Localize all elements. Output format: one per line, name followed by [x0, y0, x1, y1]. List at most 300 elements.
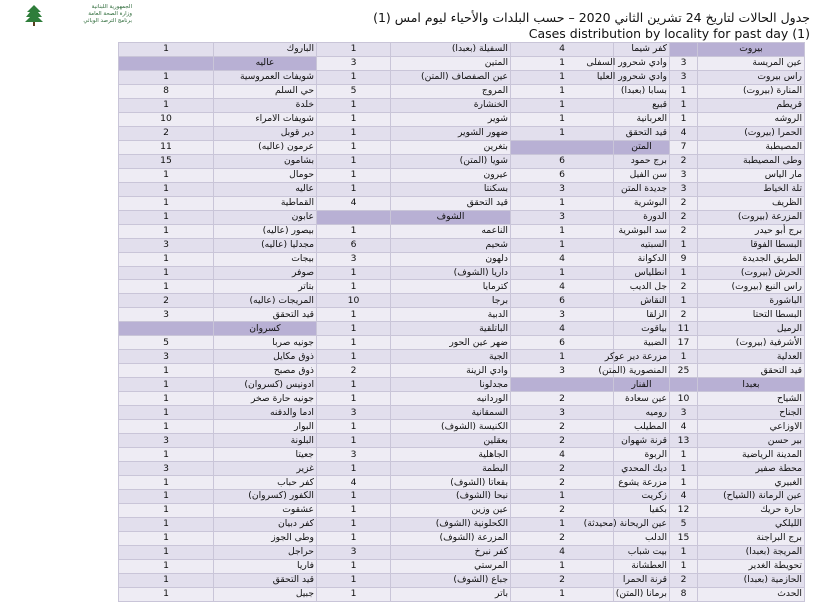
table-cell-count: 1	[119, 392, 214, 406]
table-cell-locality: برج البراجنة	[698, 531, 805, 545]
table-cell-count: 1	[317, 308, 391, 322]
table-cell-locality: عابون	[214, 210, 317, 224]
table-cell-locality: المزرعة (بيروت)	[698, 210, 805, 224]
table-cell-count	[670, 43, 698, 57]
table-cell-count: 4	[511, 322, 614, 336]
table-cell-locality: قبيع	[614, 98, 670, 112]
table-cell-count: 2	[670, 154, 698, 168]
table-cell-count	[511, 378, 614, 392]
table-cell-locality: بقعاتا (الشوف)	[391, 476, 511, 490]
table-cell-count: 1	[670, 476, 698, 490]
table-cell-count: 1	[511, 490, 614, 504]
table-cell-count: 11	[670, 322, 698, 336]
table-cell-locality: الدلب	[614, 531, 670, 545]
table-cell-locality: جونيه صربا	[214, 336, 317, 350]
table-cell-count: 1	[511, 350, 614, 364]
table-cell-count: 3	[670, 406, 698, 420]
table-cell-locality: وطى المصيطبة	[698, 154, 805, 168]
table-row	[119, 587, 805, 601]
table-cell-locality: العطشانة	[614, 559, 670, 573]
table-cell-locality: عين وزين	[391, 503, 511, 517]
table-cell-locality: مزرعة يشوع	[614, 476, 670, 490]
table-cell-count: 2	[670, 196, 698, 210]
table-cell-locality: الخنشارة	[391, 98, 511, 112]
table-cell-count: 2	[670, 280, 698, 294]
table-cell-count: 1	[317, 98, 391, 112]
table-row	[119, 476, 805, 490]
table-cell-count: 10	[317, 294, 391, 308]
table-cell-count: 13	[670, 434, 698, 448]
table-cell-locality: قرنة الحمرا	[614, 573, 670, 587]
table-cell-count: 1	[119, 252, 214, 266]
table-cell-locality: عين سعادة	[614, 392, 670, 406]
table-cell-count: 1	[119, 406, 214, 420]
table-cell-locality: البسطا الفوقا	[698, 238, 805, 252]
table-row	[119, 182, 805, 196]
table-cell-locality: ضهور الشوير	[391, 126, 511, 140]
table-cell-count: 2	[511, 420, 614, 434]
table-cell-locality: حراجل	[214, 545, 317, 559]
table-cell-count: 1	[119, 364, 214, 378]
table-cell-locality: روميه	[614, 406, 670, 420]
table-cell-count: 1	[119, 503, 214, 517]
table-cell-count: 3	[670, 182, 698, 196]
table-cell-count: 1	[119, 98, 214, 112]
table-row	[119, 517, 805, 531]
table-row	[119, 280, 805, 294]
table-cell-locality: الحدث	[698, 587, 805, 601]
table-cell-locality: الحرش (بيروت)	[698, 266, 805, 280]
table-cell-count: 1	[670, 112, 698, 126]
table-cell-count: 1	[670, 448, 698, 462]
table-cell-count: 3	[511, 210, 614, 224]
table-cell-count: 4	[511, 545, 614, 559]
table-cell-locality: شويفات الامراء	[214, 112, 317, 126]
table-cell-count: 1	[119, 43, 214, 57]
table-cell-count: 1	[119, 531, 214, 545]
table-cell-count: 2	[511, 462, 614, 476]
table-cell-locality: الروشه	[698, 112, 805, 126]
table-cell-locality: جعيتا	[214, 448, 317, 462]
table-cell-locality: قيد التحقق	[391, 196, 511, 210]
table-cell-locality: المريجات (عاليه)	[214, 294, 317, 308]
table-cell-locality: وطى الجوز	[214, 531, 317, 545]
table-cell-count: 2	[317, 364, 391, 378]
table-cell-locality: الشياح	[698, 392, 805, 406]
table-cell-locality: عين الصفصاف (المتن)	[391, 70, 511, 84]
table-cell-locality: المنصورية (المتن)	[614, 364, 670, 378]
table-cell-locality: المروج	[391, 84, 511, 98]
table-cell-locality: بكفيا	[614, 503, 670, 517]
table-cell-locality: عاليه	[214, 182, 317, 196]
table-cell-locality: القماطية	[214, 196, 317, 210]
table-cell-locality: بيجات	[214, 252, 317, 266]
table-cell-count: 1	[119, 266, 214, 280]
table-row	[119, 84, 805, 98]
table-cell-count: 3	[670, 56, 698, 70]
table-cell-locality: كفر حباب	[214, 476, 317, 490]
table-cell-locality: راس النبع (بيروت)	[698, 280, 805, 294]
table-cell-count: 1	[511, 266, 614, 280]
table-cell-count: 1	[317, 531, 391, 545]
table-cell-locality: مجدلونا	[391, 378, 511, 392]
table-cell-locality: وادي الزينة	[391, 364, 511, 378]
table-cell-count: 1	[511, 84, 614, 98]
table-cell-count: 10	[119, 112, 214, 126]
table-cell-count: 4	[317, 476, 391, 490]
table-cell-locality: بسابا (بعبدا)	[614, 84, 670, 98]
table-cell-count: 3	[511, 406, 614, 420]
table-cell-count: 1	[119, 448, 214, 462]
table-cell-count: 1	[670, 350, 698, 364]
table-cell-locality: الرميل	[698, 322, 805, 336]
table-cell-count: 2	[511, 392, 614, 406]
table-cell-locality: السبتيه	[614, 238, 670, 252]
table-cell-locality: عين الريحانة (محيدثة)	[614, 517, 670, 531]
table-cell-locality: السمقانية	[391, 406, 511, 420]
table-cell-locality: الكنيسة (الشوف)	[391, 420, 511, 434]
region-header: بعبدا	[698, 378, 805, 392]
table-row	[119, 545, 805, 559]
table-cell-count: 2	[119, 126, 214, 140]
table-row	[119, 224, 805, 238]
region-header: المتن	[614, 140, 670, 154]
table-cell-count: 1	[119, 420, 214, 434]
table-row	[119, 210, 805, 224]
table-row	[119, 336, 805, 350]
table-cell-locality: دير قوبل	[214, 126, 317, 140]
table-cell-locality: الغبيري	[698, 476, 805, 490]
table-cell-locality: عشقوت	[214, 503, 317, 517]
table-cell-locality: مجدليا (عاليه)	[214, 238, 317, 252]
table-cell-count: 1	[119, 210, 214, 224]
table-cell-locality: الليلكي	[698, 517, 805, 531]
table-cell-count: 12	[670, 503, 698, 517]
table-cell-locality: جل الديب	[614, 280, 670, 294]
table-cell-locality: المرستي	[391, 559, 511, 573]
table-cell-locality: الزلقا	[614, 308, 670, 322]
table-cell-count: 1	[317, 224, 391, 238]
table-cell-count: 1	[119, 517, 214, 531]
table-cell-count: 2	[511, 531, 614, 545]
table-cell-count: 3	[511, 308, 614, 322]
table-cell-count: 2	[511, 434, 614, 448]
table-cell-count: 1	[317, 126, 391, 140]
table-cell-count: 3	[119, 308, 214, 322]
table-cell-count: 1	[317, 559, 391, 573]
table-row	[119, 126, 805, 140]
table-row	[119, 70, 805, 84]
table-row	[119, 364, 805, 378]
table-cell-locality: ادما والدفنه	[214, 406, 317, 420]
table-cell-count	[119, 56, 214, 70]
table-cell-count: 1	[119, 168, 214, 182]
ministry-logo	[24, 2, 134, 32]
table-cell-locality: المنارة (بيروت)	[698, 84, 805, 98]
table-cell-locality: عين المريسة	[698, 56, 805, 70]
table-cell-locality: الباشورة	[698, 294, 805, 308]
table-cell-locality: البوار	[214, 420, 317, 434]
table-cell-count: 3	[317, 545, 391, 559]
table-cell-locality: كترمايا	[391, 280, 511, 294]
table-cell-locality: الاوزاعي	[698, 420, 805, 434]
table-cell-count: 1	[317, 378, 391, 392]
table-cell-locality: المصيطبة	[698, 140, 805, 154]
table-cell-locality: المدينة الرياضية	[698, 448, 805, 462]
table-row	[119, 420, 805, 434]
table-cell-count: 1	[511, 517, 614, 531]
table-cell-count: 1	[511, 70, 614, 84]
region-header: الشوف	[391, 210, 511, 224]
table-cell-count: 1	[317, 43, 391, 57]
table-cell-count: 1	[119, 182, 214, 196]
table-cell-locality: بتاتر	[214, 280, 317, 294]
table-cell-count: 15	[670, 531, 698, 545]
table-cell-count: 6	[511, 294, 614, 308]
table-cell-locality: حومال	[214, 168, 317, 182]
title-english: Cases distribution by locality for past day (1)	[528, 26, 810, 41]
table-cell-count: 1	[511, 559, 614, 573]
table-cell-locality: صوفر	[214, 266, 317, 280]
table-cell-count: 8	[670, 587, 698, 601]
table-cell-count: 1	[670, 559, 698, 573]
table-cell-count: 1	[317, 266, 391, 280]
table-cell-locality: كفر نبرخ	[391, 545, 511, 559]
table-cell-count: 1	[317, 420, 391, 434]
table-cell-count: 6	[511, 154, 614, 168]
table-cell-locality: الحمرا (بيروت)	[698, 126, 805, 140]
table-row	[119, 294, 805, 308]
table-cell-count: 17	[670, 336, 698, 350]
table-cell-count: 4	[317, 196, 391, 210]
table-cell-count: 1	[317, 70, 391, 84]
table-cell-locality: مار الياس	[698, 168, 805, 182]
table-row	[119, 434, 805, 448]
table-cell-locality: شويا (المتن)	[391, 154, 511, 168]
table-cell-count: 5	[317, 84, 391, 98]
table-cell-locality: ذوق مكايل	[214, 350, 317, 364]
table-cell-locality: بيصور (عاليه)	[214, 224, 317, 238]
table-row	[119, 252, 805, 266]
table-cell-locality: قيد التحقق	[214, 573, 317, 587]
table-cell-count: 1	[317, 573, 391, 587]
table-cell-locality: بعقلين	[391, 434, 511, 448]
table-cell-count: 1	[317, 350, 391, 364]
table-cell-locality: ديك المحدي	[614, 462, 670, 476]
table-cell-count	[119, 322, 214, 336]
table-cell-count: 4	[511, 252, 614, 266]
table-cell-locality: غزير	[214, 462, 317, 476]
table-cell-locality: سد البوشرية	[614, 224, 670, 238]
table-row	[119, 531, 805, 545]
table-cell-count: 4	[511, 43, 614, 57]
table-row	[119, 196, 805, 210]
table-cell-locality: الوردانيه	[391, 392, 511, 406]
table-cell-locality: وادي شحرور العليا	[614, 70, 670, 84]
table-cell-locality: الدكوانة	[614, 252, 670, 266]
table-cell-locality: الناعمه	[391, 224, 511, 238]
table-cell-count: 4	[670, 126, 698, 140]
region-header: الفنار	[614, 378, 670, 392]
table-cell-locality: دلهون	[391, 252, 511, 266]
table-cell-locality: شويفات العمروسية	[214, 70, 317, 84]
table-cell-count: 3	[511, 364, 614, 378]
region-header: كسروان	[214, 322, 317, 336]
table-cell-locality: بياقوت	[614, 322, 670, 336]
table-cell-count: 2	[670, 308, 698, 322]
table-cell-count: 1	[317, 154, 391, 168]
table-cell-count: 1	[317, 392, 391, 406]
table-cell-count: 1	[317, 462, 391, 476]
table-cell-locality: البلونة	[214, 434, 317, 448]
table-row	[119, 350, 805, 364]
table-cell-count: 1	[119, 545, 214, 559]
table-cell-count: 2	[511, 503, 614, 517]
table-cell-locality: تحويطة الغدير	[698, 559, 805, 573]
table-cell-count: 1	[511, 196, 614, 210]
table-cell-locality: عيرون	[391, 168, 511, 182]
table-cell-count: 1	[119, 559, 214, 573]
table-cell-locality: زكريت	[614, 490, 670, 504]
table-cell-count: 1	[119, 196, 214, 210]
table-cell-locality: البوشرية	[614, 196, 670, 210]
table-cell-count: 11	[119, 140, 214, 154]
table-cell-locality: العربانية	[614, 112, 670, 126]
table-cell-locality: البسطا التحتا	[698, 308, 805, 322]
table-row	[119, 462, 805, 476]
table-cell-count: 3	[119, 350, 214, 364]
table-cell-count: 1	[119, 573, 214, 587]
table-cell-locality: شوير	[391, 112, 511, 126]
table-cell-count: 4	[670, 420, 698, 434]
table-cell-count: 15	[119, 154, 214, 168]
table-cell-count	[317, 210, 391, 224]
table-row	[119, 140, 805, 154]
table-cell-count: 6	[511, 168, 614, 182]
table-cell-count	[670, 378, 698, 392]
table-cell-locality: الجناح	[698, 406, 805, 420]
table-cell-locality: عين الرمانة (الشياح)	[698, 490, 805, 504]
table-cell-locality: الأشرفية (بيروت)	[698, 336, 805, 350]
table-row	[119, 168, 805, 182]
table-cell-locality: داريا (الشوف)	[391, 266, 511, 280]
table-cell-locality: الدبية	[391, 308, 511, 322]
table-cell-count: 10	[670, 392, 698, 406]
table-row	[119, 56, 805, 70]
table-cell-locality: باتر	[391, 587, 511, 601]
table-cell-count: 4	[511, 280, 614, 294]
table-cell-locality: ادونيس (كسروان)	[214, 378, 317, 392]
table-cell-count	[511, 140, 614, 154]
table-cell-count: 1	[317, 503, 391, 517]
table-cell-locality: بتغرين	[391, 140, 511, 154]
table-cell-locality: الجية	[391, 350, 511, 364]
table-cell-count: 1	[511, 224, 614, 238]
table-cell-locality: الجاهلية	[391, 448, 511, 462]
table-cell-count: 1	[317, 336, 391, 350]
table-cell-count: 1	[119, 587, 214, 601]
table-row	[119, 448, 805, 462]
table-cell-locality: المتين	[391, 56, 511, 70]
table-cell-count: 1	[119, 378, 214, 392]
cases-table	[118, 42, 805, 602]
table-row	[119, 406, 805, 420]
table-cell-locality: بير حسن	[698, 434, 805, 448]
ministry-logo-text	[46, 4, 132, 25]
table-cell-locality: تلة الخياط	[698, 182, 805, 196]
table-cell-locality: قيد التحقق	[614, 126, 670, 140]
table-cell-count: 3	[317, 56, 391, 70]
table-cell-count: 1	[317, 517, 391, 531]
table-row	[119, 308, 805, 322]
table-cell-count: 3	[119, 462, 214, 476]
table-row	[119, 322, 805, 336]
table-cell-locality: خلدة	[214, 98, 317, 112]
table-cell-locality: جبيل	[214, 587, 317, 601]
logo-line-2: وزارة الصحة العامة	[88, 11, 132, 17]
table-cell-locality: بسكنتا	[391, 182, 511, 196]
table-cell-locality: جديدة المتن	[614, 182, 670, 196]
title-arabic: جدول الحالات لتاريخ 24 تشرين الثاني 2020 – حسب البلدات والأحياء ليوم امس (1)	[373, 10, 810, 25]
table-cell-count: 6	[511, 336, 614, 350]
table-cell-count: 1	[317, 587, 391, 601]
table-cell-count: 3	[511, 182, 614, 196]
logo-line-1: الجمهورية اللبنانية	[91, 4, 132, 10]
region-header: بيروت	[698, 43, 805, 57]
table-cell-count: 9	[670, 252, 698, 266]
table-cell-locality: قيد التحقق	[214, 308, 317, 322]
table-cell-count: 1	[511, 238, 614, 252]
table-row	[119, 98, 805, 112]
table-cell-locality: الربوة	[614, 448, 670, 462]
logo-line-3: برنامج الترصد الوبائي	[83, 18, 132, 24]
table-cell-locality: كفر دبيان	[214, 517, 317, 531]
table-cell-locality: الباروك	[214, 43, 317, 57]
table-cell-locality: انطلياس	[614, 266, 670, 280]
table-cell-count: 1	[317, 140, 391, 154]
table-row	[119, 238, 805, 252]
table-cell-count: 1	[119, 476, 214, 490]
table-cell-count: 2	[511, 476, 614, 490]
table-cell-count: 3	[119, 238, 214, 252]
table-row	[119, 559, 805, 573]
table-cell-count: 3	[670, 168, 698, 182]
table-cell-count: 1	[317, 168, 391, 182]
table-cell-locality: الكحلونية (الشوف)	[391, 517, 511, 531]
table-cell-locality: راس بيروت	[698, 70, 805, 84]
table-cell-count: 1	[511, 126, 614, 140]
table-cell-count: 1	[317, 182, 391, 196]
region-header: عاليه	[214, 56, 317, 70]
table-cell-count: 1	[670, 84, 698, 98]
table-row	[119, 266, 805, 280]
table-cell-locality: ذوق مصبح	[214, 364, 317, 378]
table-cell-count: 1	[119, 70, 214, 84]
table-cell-locality: عرمون (عاليه)	[214, 140, 317, 154]
table-cell-count: 3	[670, 70, 698, 84]
table-cell-locality: الضبية	[614, 336, 670, 350]
table-cell-count: 8	[119, 84, 214, 98]
table-cell-count: 2	[511, 573, 614, 587]
table-cell-count: 1	[317, 434, 391, 448]
table-cell-locality: الطريق الجديدة	[698, 252, 805, 266]
table-cell-count: 1	[511, 112, 614, 126]
table-cell-count: 1	[317, 490, 391, 504]
table-cell-locality: مزرعة دير عوكر	[614, 350, 670, 364]
table-cell-locality: برج حمود	[614, 154, 670, 168]
table-cell-count: 2	[119, 294, 214, 308]
table-row	[119, 112, 805, 126]
